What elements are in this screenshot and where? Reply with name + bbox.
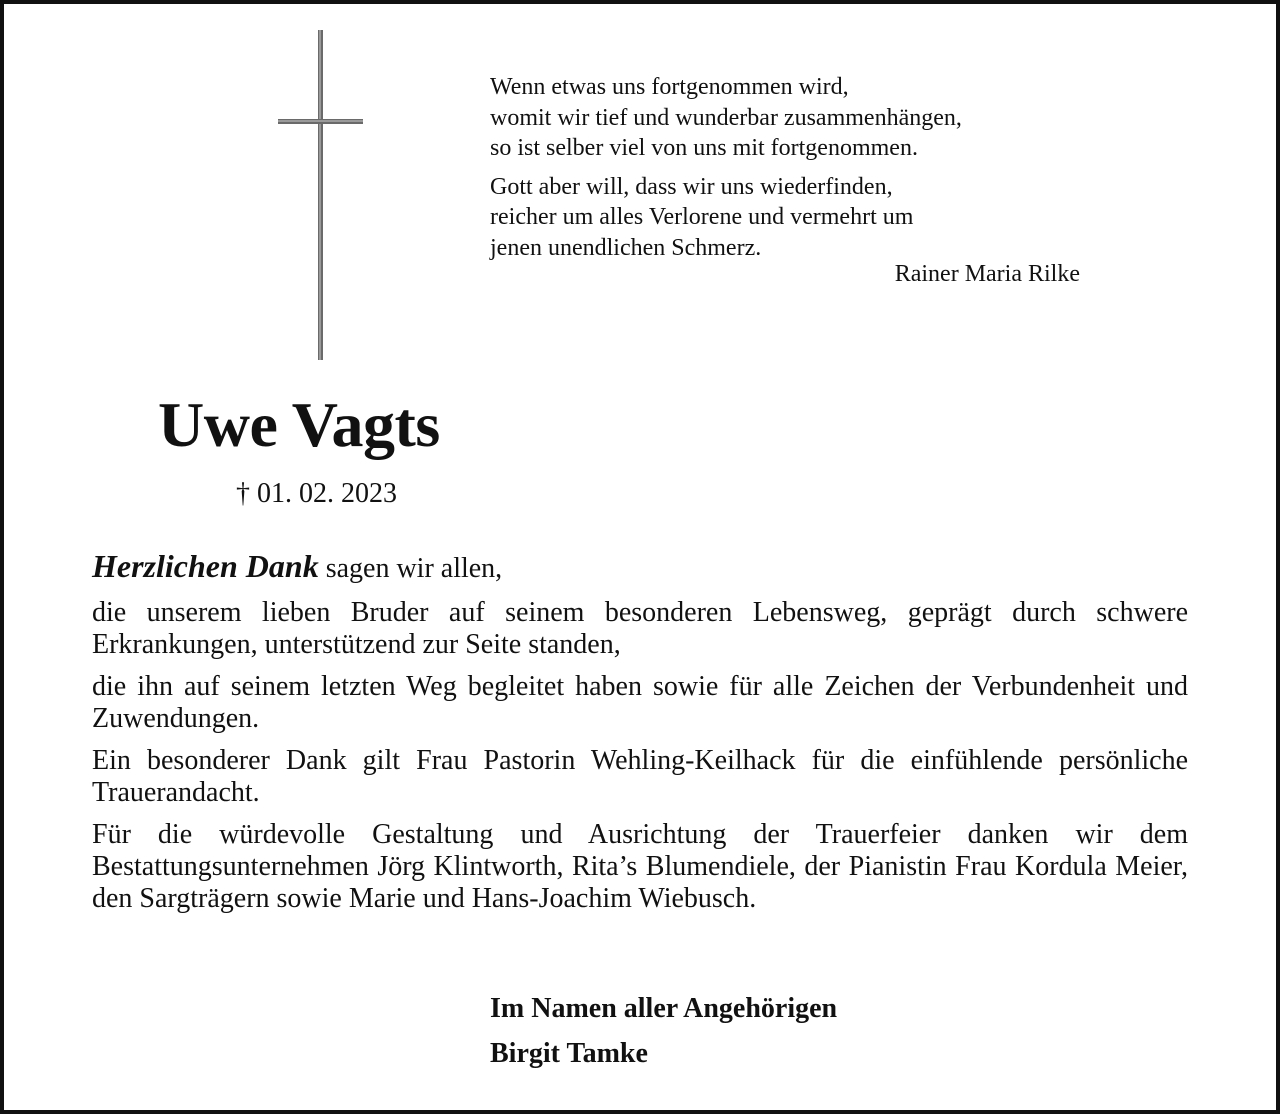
deceased-name: Uwe Vagts	[158, 389, 440, 460]
poem-line: Gott aber will, dass wir uns wiederfinden,	[490, 173, 893, 200]
thanks-paragraph: Ein besonderer Dank gilt Frau Pastorin Wehling-Keilhack für die einfühlende persönliche Trauerandacht.	[92, 745, 1188, 808]
thanks-text	[92, 550, 1188, 925]
death-date: † 01. 02. 2023	[236, 478, 397, 509]
cross-icon	[270, 28, 370, 362]
thanks-paragraph: die ihn auf seinem letzten Weg begleitet haben sowie für alle Zeichen der Verbundenheit und Zuwendungen.	[92, 671, 1188, 734]
thanks-paragraph: Für die würdevolle Gestaltung und Ausrichtung der Trauerfeier danken wir dem Bestattungsunternehmen Jörg Klintworth, Rita’s Blumendiele, der Pianistin Frau Kordula Meier, den Sargträgern sowie Marie und Hans-Joachim Wiebusch.	[92, 819, 1188, 914]
thanks-paragraph: die unserem lieben Bruder auf seinem besonderen Lebensweg, geprägt durch schwere Erkrankungen, unterstützend zur Seite standen,	[92, 597, 1188, 660]
poem-stanza-1	[490, 72, 1110, 164]
poem-line: so ist selber viel von uns mit fortgenommen.	[490, 135, 918, 161]
poem-line: reicher um alles Verlorene und vermehrt um	[490, 204, 914, 230]
signature-name: Birgit Tamke	[490, 1038, 648, 1069]
poem-line: womit wir tief und wunderbar zusammenhängen,	[490, 104, 962, 131]
signature-line-1: Im Namen aller Angehörigen	[490, 993, 838, 1024]
poem-stanza-2	[490, 172, 1110, 264]
poem-line: Wenn etwas uns fortgenommen wird,	[490, 74, 849, 100]
signature	[490, 986, 837, 1076]
poem-line: jenen unendlichen Schmerz.	[490, 234, 762, 261]
thanks-lead-emphasis: Herzlichen Dank	[92, 548, 319, 584]
thanks-lead	[92, 550, 1188, 585]
thanks-lead-rest: sagen wir allen,	[318, 553, 503, 584]
poem	[490, 72, 1110, 287]
poem-author: Rainer Maria Rilke	[894, 261, 1080, 287]
